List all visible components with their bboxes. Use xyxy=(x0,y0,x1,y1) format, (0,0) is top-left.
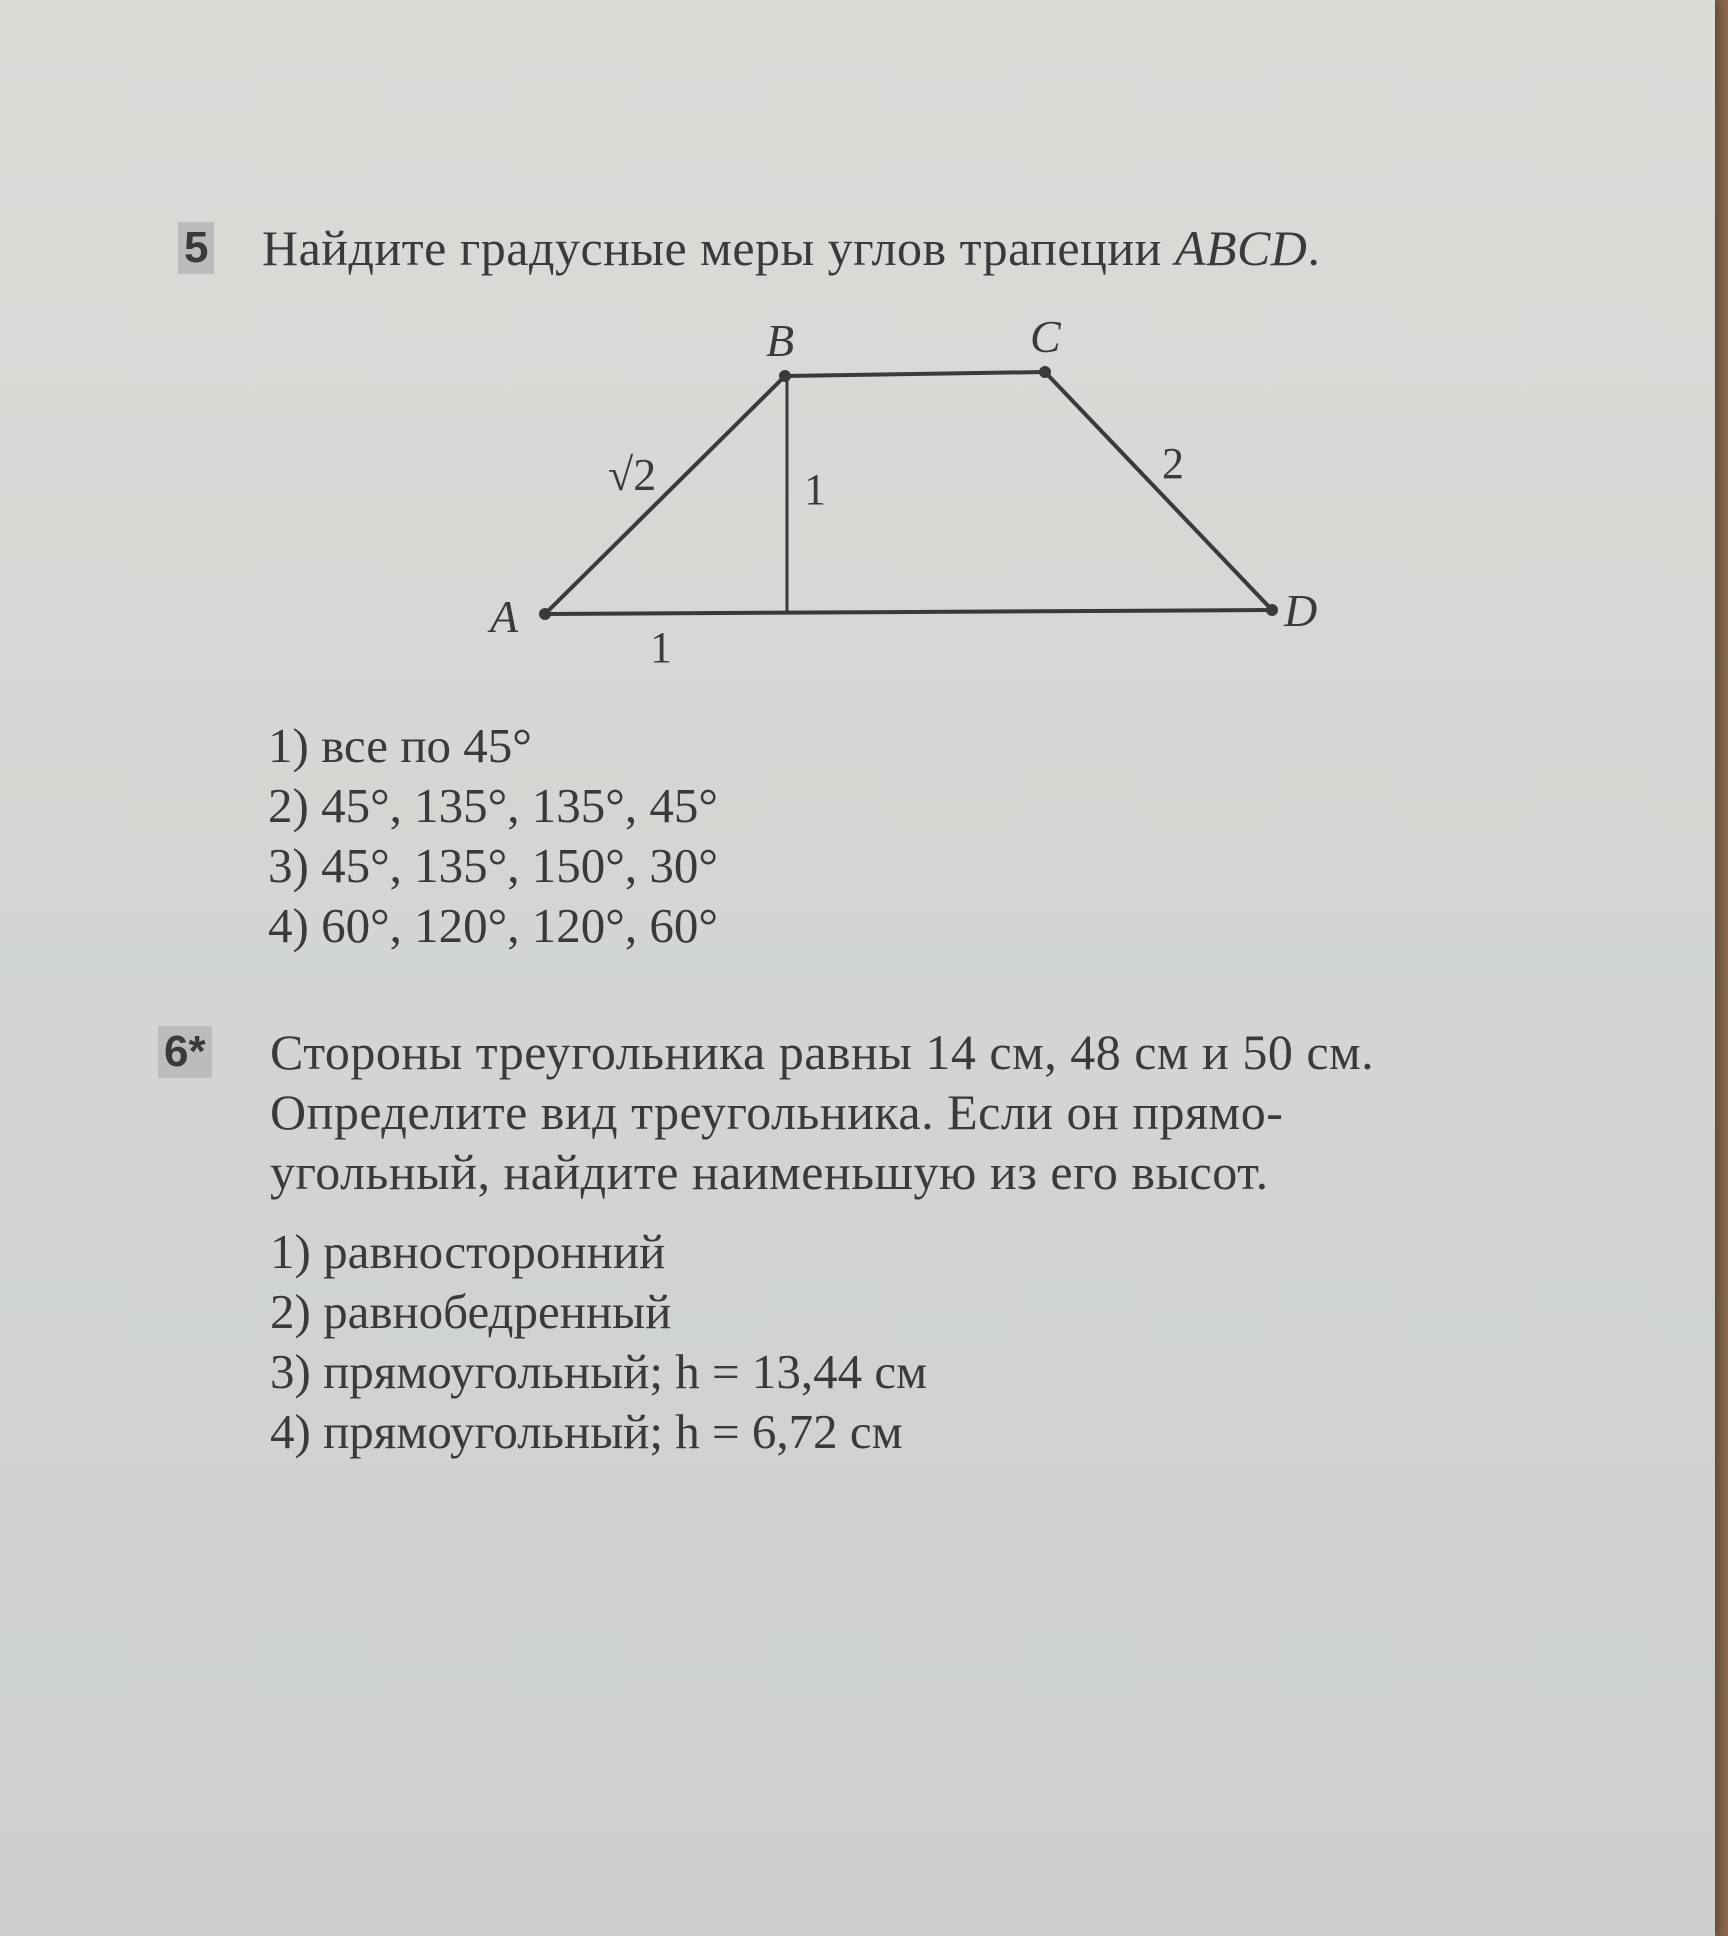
task-6-option-3: 3) прямоугольный; h = 13,44 см xyxy=(270,1344,928,1399)
point-d xyxy=(1266,604,1278,616)
task-6-line-3: угольный, найдите наименьшую из его высот. xyxy=(270,1144,1269,1200)
label-c: C xyxy=(1030,311,1061,362)
label-side-ab: √2 xyxy=(608,449,657,500)
task-6-option-1: 1) равносторонний xyxy=(270,1224,666,1279)
task-5-option-1: 1) все по 45° xyxy=(268,718,532,773)
label-base-segment: 1 xyxy=(650,623,672,672)
point-b xyxy=(779,370,791,382)
label-a: A xyxy=(490,591,519,642)
label-d: D xyxy=(1284,585,1318,636)
point-c xyxy=(1039,366,1051,378)
side-ab xyxy=(545,376,785,614)
task-5-question-italic: ABCD xyxy=(1174,220,1308,276)
task-5-question-end: . xyxy=(1307,220,1321,276)
task-6-options xyxy=(270,1222,927,1462)
task-6-question xyxy=(270,1022,1374,1202)
side-ad xyxy=(545,610,1272,614)
label-height: 1 xyxy=(804,465,826,514)
side-cd xyxy=(1045,372,1272,610)
task-6-line-2: Определите вид треугольника. Если он прямо- xyxy=(270,1084,1284,1140)
task-5-option-4: 4) 60°, 120°, 120°, 60° xyxy=(268,898,718,953)
task-5-question-text: Найдите градусные меры углов трапеции xyxy=(262,220,1162,276)
point-a xyxy=(539,608,551,620)
task-5-option-2: 2) 45°, 135°, 135°, 45° xyxy=(268,778,718,833)
task-5-number: 5 xyxy=(178,222,214,274)
task-6-line-1: Стороны треугольника равны 14 см, 48 см и 50 см. xyxy=(270,1024,1375,1080)
task-6-number: 6* xyxy=(158,1026,212,1078)
label-side-cd: 2 xyxy=(1162,439,1184,488)
side-bc xyxy=(785,372,1045,376)
task-5-option-3: 3) 45°, 135°, 150°, 30° xyxy=(268,838,718,893)
task-6-option-4: 4) прямоугольный; h = 6,72 см xyxy=(270,1404,903,1459)
task-6-option-2: 2) равнобедренный xyxy=(270,1284,672,1339)
label-b: B xyxy=(766,315,795,366)
trapezoid-figure xyxy=(0,0,1715,760)
task-5-options xyxy=(268,716,718,956)
